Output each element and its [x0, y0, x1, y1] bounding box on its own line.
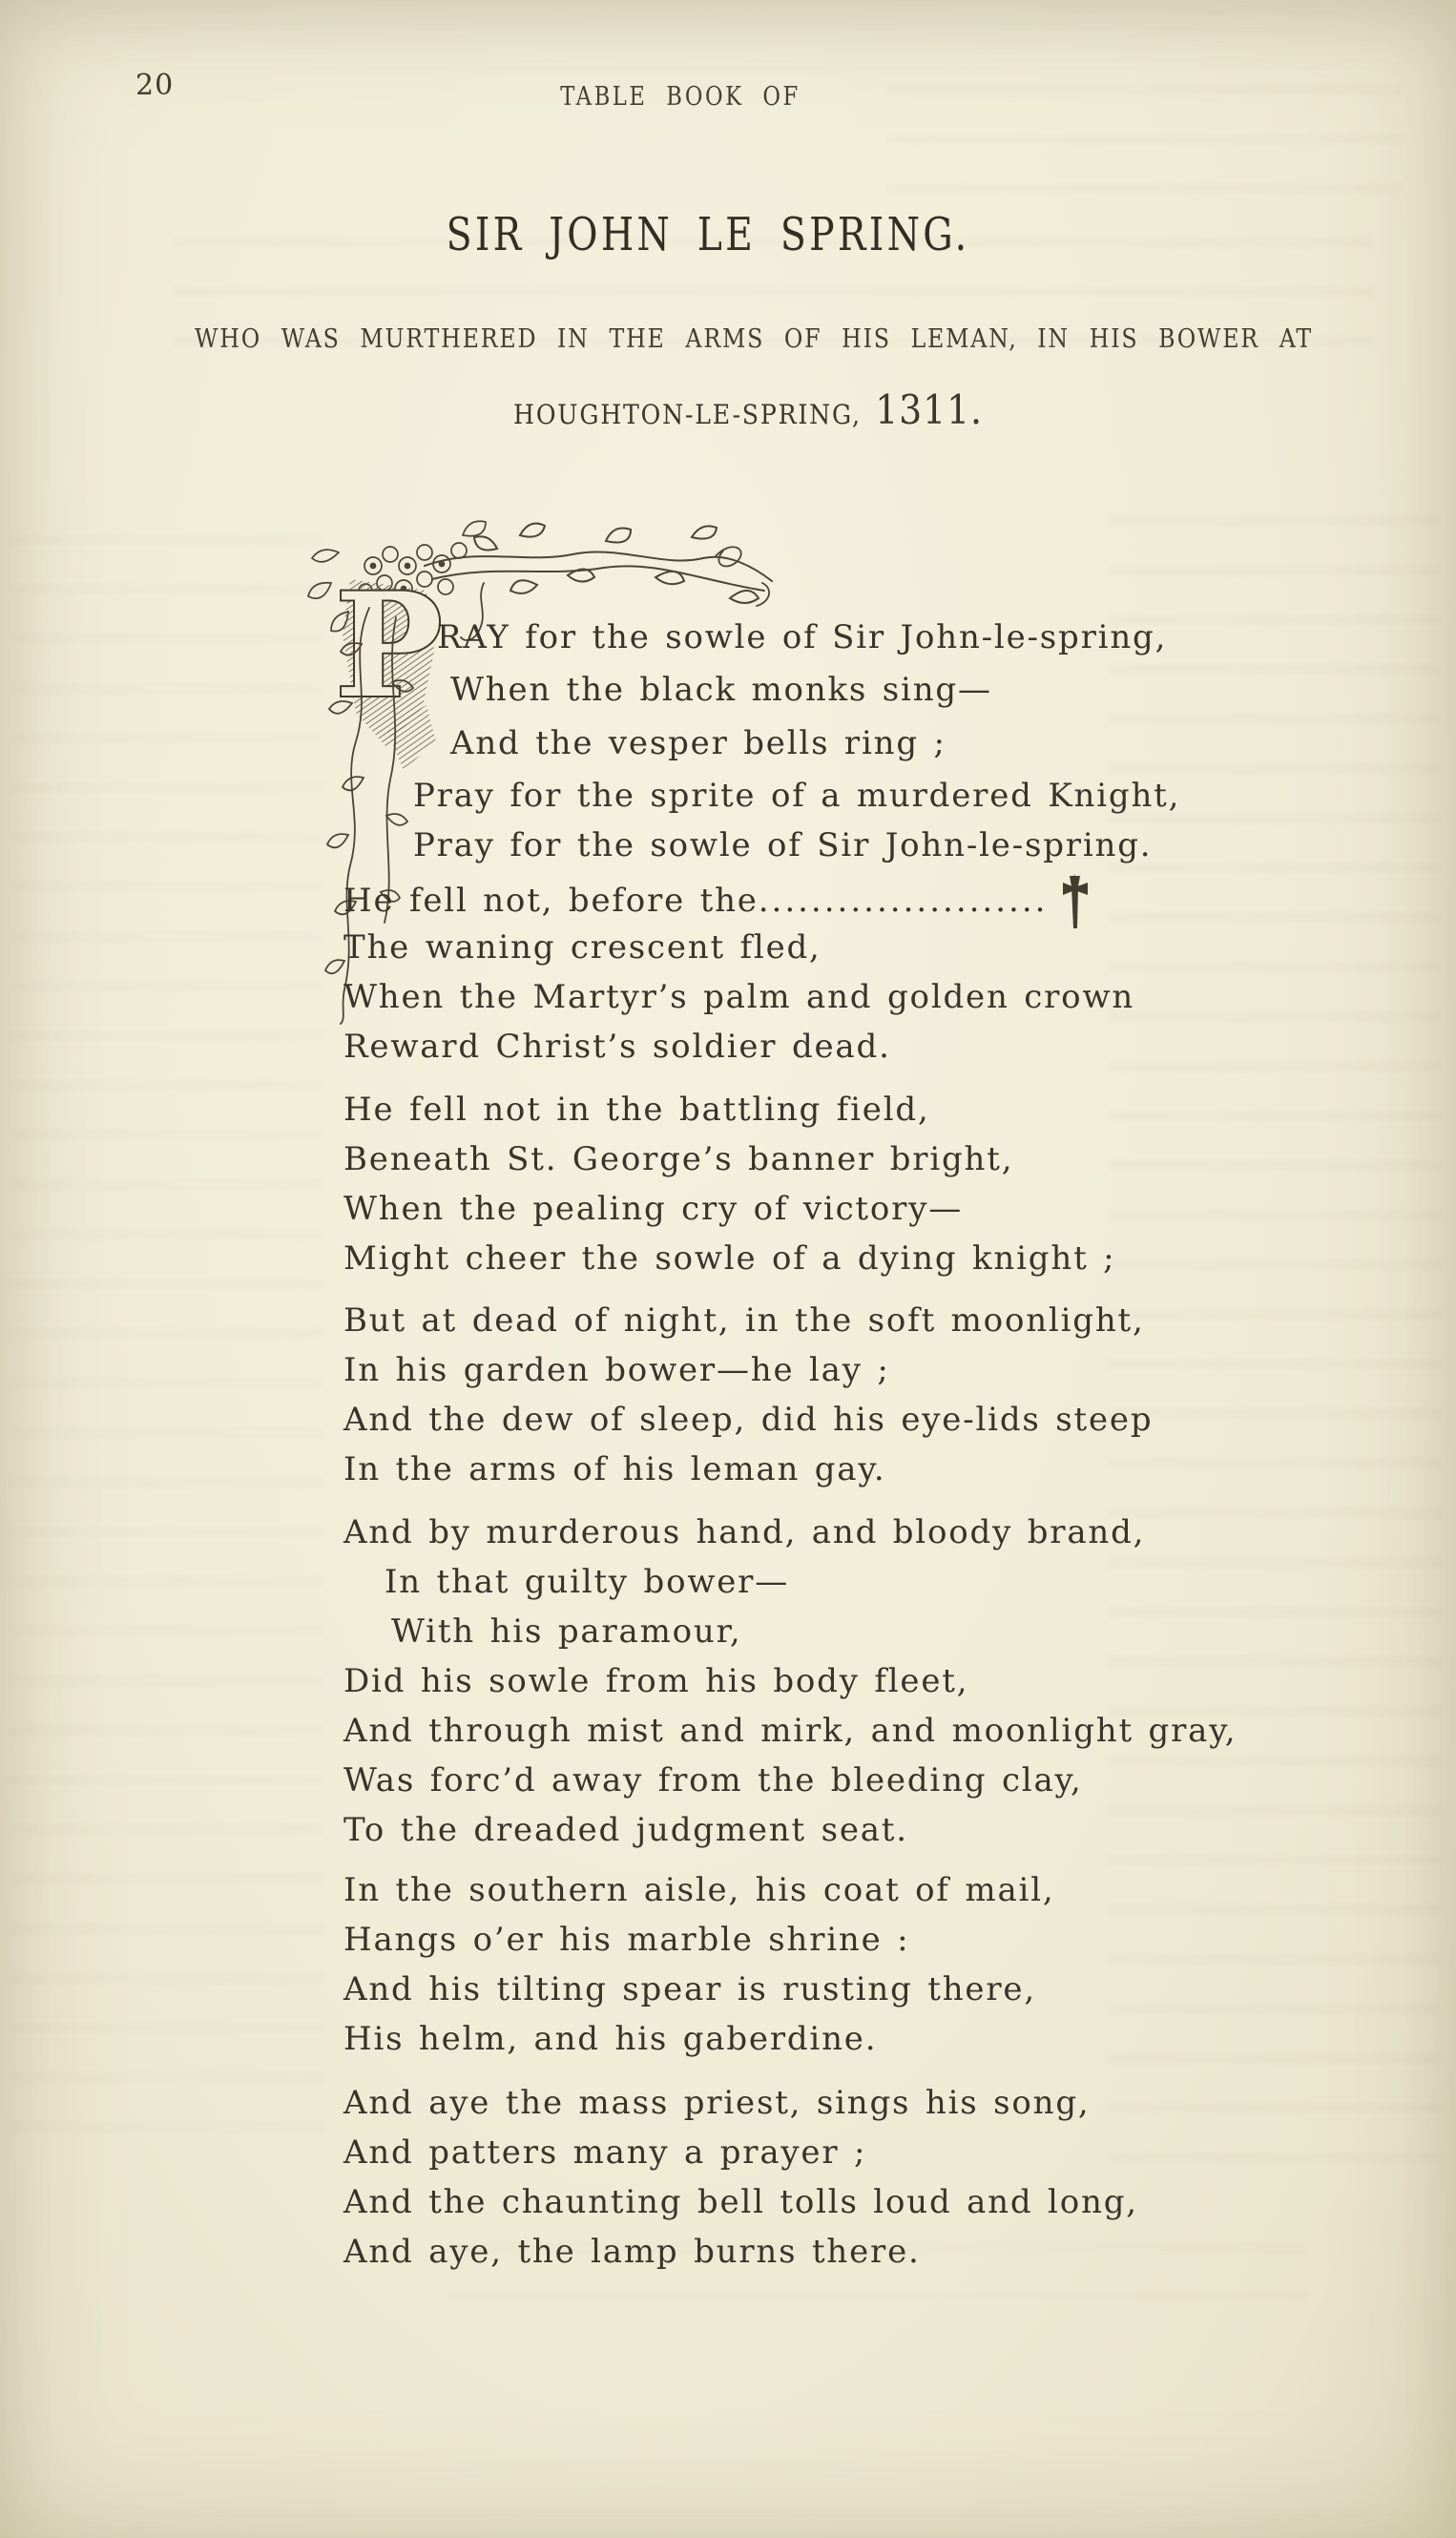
poem-title: SIR JOHN LE SPRING. [446, 208, 970, 261]
poem-line: With his paramour, [391, 1612, 742, 1651]
poem-line: Beneath St. George’s banner bright, [343, 1140, 1014, 1178]
dedication-line: WHO WAS MURTHERED IN THE ARMS OF HIS LEMAN, IN HIS BOWER AT [195, 324, 1313, 354]
place-and-year-line [513, 386, 983, 433]
poem-line: When the pealing cry of victory— [343, 1190, 964, 1228]
poem-line: And patters many a prayer ; [343, 2133, 867, 2172]
stanza-3 [343, 1085, 1115, 1283]
dotted-leader: ...................... [758, 882, 1049, 920]
poem-line: In the southern aisle, his coat of mail, [343, 1871, 1055, 1909]
poem-line: In his garden bower—he lay ; [343, 1351, 890, 1389]
poem-line: When the black monks sing— [450, 671, 992, 709]
running-head: TABLE BOOK OF [560, 82, 801, 112]
stanza-5 [343, 1508, 1237, 1855]
poem-line: And through mist and mirk, and moonlight gray, [343, 1712, 1238, 1750]
poem-line: The waning crescent fled, [343, 928, 822, 967]
stanza-7 [343, 2078, 1138, 2277]
show-through-ghost [887, 84, 1403, 198]
poem-line: His helm, and his gaberdine. [343, 2020, 878, 2058]
poem-line: And aye the mass priest, sings his song, [343, 2084, 1091, 2122]
show-through-ghost [1107, 515, 1441, 2195]
poem-line: But at dead of night, in the soft moonlight, [343, 1301, 1145, 1340]
place-name: HOUGHTON-LE-SPRING, [513, 399, 862, 430]
poem-line: And the dew of sleep, did his eye-lids steep [343, 1401, 1154, 1439]
latin-cross-icon [1061, 873, 1090, 932]
poem-line: Pray for the sprite of a murdered Knight, [413, 777, 1181, 815]
poem-line: Hangs o’er his marble shrine : [343, 1921, 910, 1959]
poem-line: And aye, the lamp burns there. [343, 2233, 921, 2271]
year: 1311. [875, 386, 983, 433]
poem-line: Was forc’d away from the bleeding clay, [343, 1761, 1083, 1799]
poem-line: And by murderous hand, and bloody brand, [343, 1513, 1146, 1551]
poem-line: To the dreaded judgment seat. [343, 1811, 908, 1849]
poem-line: RAY for the sowle of Sir John-le-spring, [437, 618, 1168, 656]
stanza-4 [343, 1296, 1153, 1494]
poem-line: When the Martyr’s palm and golden crown [343, 978, 1135, 1016]
poem-line: Pray for the sowle of Sir John-le-spring. [413, 826, 1153, 864]
poem-line: Reward Christ’s soldier dead. [343, 1028, 891, 1066]
poem-line: Did his sowle from his body fleet, [343, 1662, 969, 1700]
poem-line: And the chaunting bell tolls loud and long, [343, 2183, 1138, 2221]
poem-line: And the vesper bells ring ; [450, 724, 946, 762]
poem-line [343, 873, 1134, 923]
poem-line: He fell not in the battling field, [343, 1091, 930, 1129]
poem-line: Might cheer the sowle of a dying knight ; [343, 1239, 1116, 1278]
stanza-2 [343, 873, 1134, 1071]
show-through-ghost [10, 534, 324, 2156]
stanza-6 [343, 1865, 1055, 2064]
page-number: 20 [135, 69, 175, 102]
poem-line: And his tilting spear is rusting there, [343, 1970, 1036, 2008]
drop-cap-initial: P [335, 562, 443, 730]
poem-line: In that guilty bower— [385, 1563, 790, 1601]
poem-line-text: He fell not, before the [343, 882, 759, 920]
poem-line: In the arms of his leman gay. [343, 1450, 886, 1488]
